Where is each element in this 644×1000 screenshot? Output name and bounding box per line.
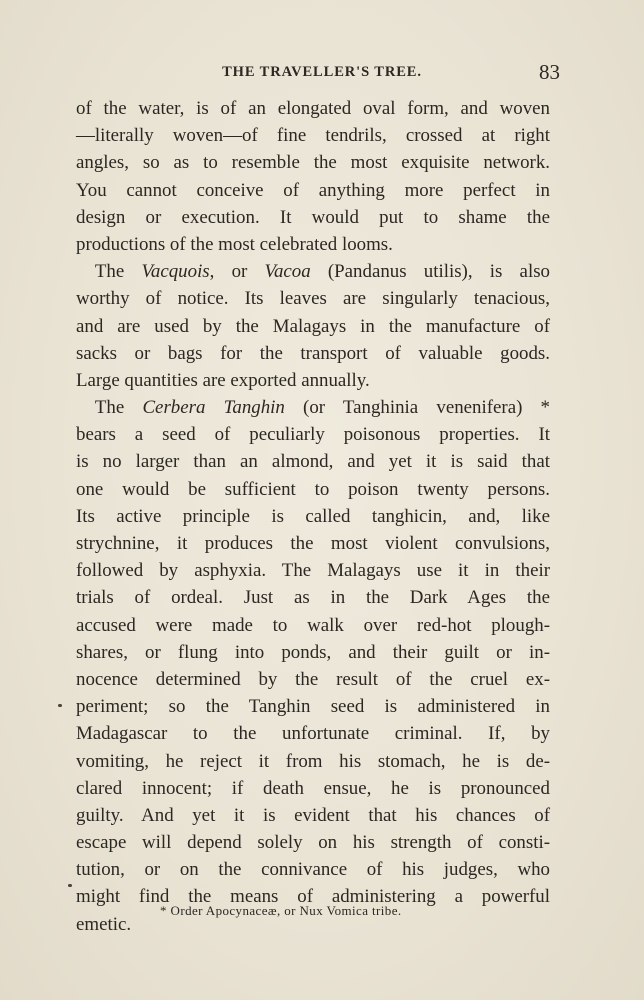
text-line: The Cerbera Tanghin (or Tanghinia venenifera) * xyxy=(76,397,550,419)
text-line: The Vacquois, or Vacoa (Pandanus utilis), is also xyxy=(76,261,550,283)
body-text xyxy=(76,95,550,938)
text-line: sacks or bags for the transport of valuable goods. xyxy=(76,342,550,364)
text-line: escape will depend solely on his strength of consti- xyxy=(76,832,550,854)
text-line: worthy of notice. Its leaves are singularly tenacious, xyxy=(76,288,550,310)
running-header xyxy=(76,58,568,88)
text-line: bears a seed of peculiarly poisonous properties. It xyxy=(76,424,550,446)
text-line: guilty. And yet it is evident that his chances of xyxy=(76,804,550,826)
text-line: followed by asphyxia. The Malagays use it in their xyxy=(76,560,550,582)
text-line: Its active principle is called tanghicin, and, like xyxy=(76,505,550,527)
text-line: vomiting, he reject it from his stomach, he is de- xyxy=(76,750,550,772)
text-line: tution, or on the connivance of his judges, who xyxy=(76,859,550,881)
footnote: * Order Apocynaceæ, or Nux Vomica tribe. xyxy=(160,903,402,918)
running-title: THE TRAVELLER'S TREE. xyxy=(222,64,422,80)
text-line: clared innocent; if death ensue, he is pronounced xyxy=(76,777,550,799)
text-line: productions of the most celebrated looms. xyxy=(76,233,393,255)
text-line: Large quantities are exported annually. xyxy=(76,369,370,391)
text-line: is no larger than an almond, and yet it is said that xyxy=(76,451,550,473)
text-line: trials of ordeal. Just as in the Dark Ages the xyxy=(76,587,550,609)
text-line: You cannot conceive of anything more perfect in xyxy=(76,179,550,201)
text-line: shares, or flung into ponds, and their guilt or in- xyxy=(76,641,550,663)
italic-term: Vacquois xyxy=(141,261,210,283)
text-line: emetic. xyxy=(76,913,132,935)
text-line: angles, so as to resemble the most exquisite network. xyxy=(76,152,550,174)
text-line: of the water, is of an elongated oval form, and woven xyxy=(76,98,550,119)
text-line: Madagascar to the unfortunate criminal. If, by xyxy=(76,723,550,745)
margin-speck xyxy=(68,884,72,887)
text-line: —literally woven—of fine tendrils, crossed at right xyxy=(76,125,550,147)
text-line: one would be sufficient to poison twenty persons. xyxy=(76,478,550,500)
italic-term: Cerbera Tanghin xyxy=(142,397,285,419)
margin-speck xyxy=(58,704,62,707)
page-number: 83 xyxy=(539,60,560,84)
text-line: design or execution. It would put to shame the xyxy=(76,206,550,228)
text-line: and are used by the Malagays in the manufacture of xyxy=(76,315,550,337)
text-line: accused were made to walk over red-hot plough- xyxy=(76,614,550,636)
text-line: nocence determined by the result of the cruel ex- xyxy=(76,668,550,690)
text-line: strychnine, it produces the most violent convulsions, xyxy=(76,533,550,554)
italic-term: Vacoa xyxy=(264,261,311,283)
text-line: periment; so the Tanghin seed is administered in xyxy=(76,696,550,718)
text-line: might find the means of administering a powerful xyxy=(76,886,550,908)
